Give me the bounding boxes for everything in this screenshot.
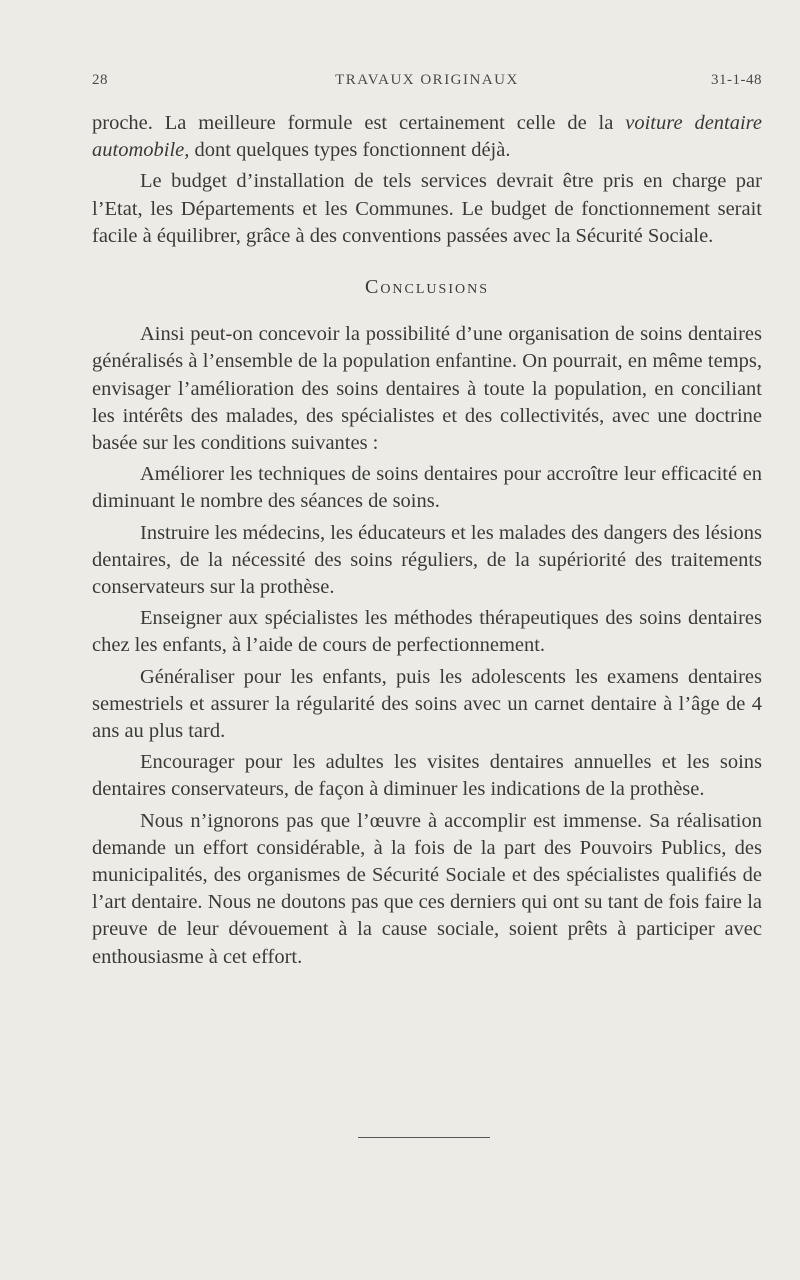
paragraph-instruire: Instruire les médecins, les éducateurs et les malades des dangers des lésions dentaires, de la nécessité des soins réguliers, de la supériorité des traitements conservateurs sur la prothèse.	[92, 521, 762, 599]
paragraph-continuation	[92, 110, 762, 164]
running-title: TRAVAUX ORIGINAUX	[335, 72, 519, 88]
paragraph-enseigner: Enseigner aux spécialistes les méthodes thérapeutiques des soins dentaires chez les enfants, à l’aide de cours de perfectionnement.	[92, 607, 762, 657]
text-run: proche. La meilleure formule est certainement celle de la	[92, 112, 626, 134]
paragraph-budget: Le budget d’installation de tels services devrait être pris en charge par l’Etat, les Départements et les Communes. Le budget de fonctionnement serait facile à équilibrer, grâce à des conventions passées avec la Sécurité Sociale.	[92, 170, 762, 247]
page-number: 28	[92, 72, 108, 88]
issue-date: 31-1-48	[711, 72, 762, 88]
body-text	[92, 110, 762, 975]
italic-term: voiture dentaire automobile,	[92, 112, 762, 162]
paragraph-final: Nous n’ignorons pas que l’œuvre à accomplir est immense. Sa réalisation demande un effort considérable, à la fois de la part des Pouvoirs Publics, des municipalités, des organismes de Sécurité Sociale et des spécialistes qualifiés de l’art dentaire. Nous ne doutons pas que ces derniers qui ont su tant de fois faire la preuve de leur dévouement à la cause sociale, soient prêts à participer avec enthousiasme à cet effort.	[92, 809, 762, 968]
paragraph-encourager: Encourager pour les adultes les visites dentaires annuelles et les soins dentaires conservateurs, de façon à diminuer les indications de la prothèse.	[92, 751, 762, 801]
paragraph-ameliorer: Améliorer les techniques de soins dentaires pour accroître leur efficacité en diminuant le nombre des séances de soins.	[92, 463, 762, 513]
section-heading: Conclusions	[364, 276, 489, 299]
paragraph-generaliser: Généraliser pour les enfants, puis les adolescents les examens dentaires semestriels et assurer la régularité des soins avec un carnet dentaire à l’âge de 4 ans au plus tard.	[92, 665, 762, 743]
text-run: dont quelques types fonctionnent déjà.	[189, 139, 511, 162]
end-rule	[358, 1137, 490, 1138]
paragraph-conclusion-intro: Ainsi peut-on concevoir la possibilité d’une organisation de soins dentaires généralisés à l’ensemble de la population enfantine. On pourrait, en même temps, envisager l’amélioration des soins dentaires à toute la population, en conciliant les intérêts des malades, des spécialistes et des collectivités, avec une doctrine basée sur les conditions suivantes :	[92, 323, 762, 455]
